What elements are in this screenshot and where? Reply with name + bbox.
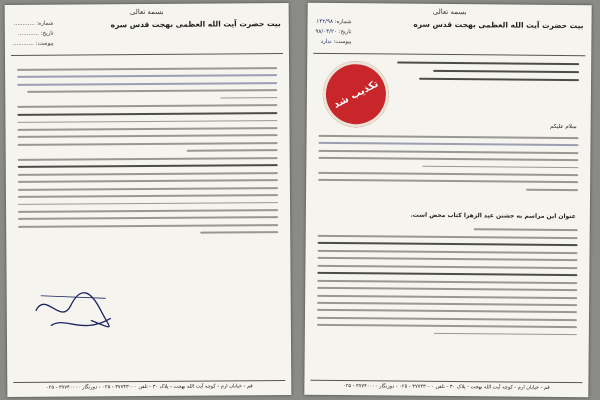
letter-meta-box	[315, 17, 351, 47]
letter-meta-box	[13, 19, 54, 49]
letter-page-right	[304, 3, 591, 397]
bismillah-header: بسمه تعالی	[432, 7, 467, 17]
header-rule	[313, 53, 585, 56]
meta-date: تاریخ: ۹۸/۰۳/۲۰	[315, 28, 352, 36]
letterhead-title: بیت حضرت آیت الله العظمی بهجت قدس سره	[110, 19, 281, 30]
signature-scribble	[31, 280, 121, 341]
letter-page-left	[5, 3, 292, 397]
letter-heading: عنوان این مراسم به جشنن عید الزهرا کتاب محض است.	[410, 211, 576, 221]
stamp-text: تکذیب شد	[331, 78, 381, 111]
letter-body-left	[17, 67, 278, 240]
meta-number: شماره: ............	[13, 20, 54, 27]
bismillah-header: بسمه تعالی	[129, 7, 164, 17]
letter-body-right	[318, 135, 579, 196]
meta-date: تاریخ: ............	[17, 30, 54, 37]
letter-footer-left: قم - خیابان ارم - کوچه آیت الله بهجت - پلاک ۳۰ - تلفن ۳۷۷۴۳۰۰۰ - ۰۲۵ - دورنگار ۳۷۷۴۰۰۰۰ - ۰۲۵	[13, 380, 285, 391]
letter-body-right-2	[317, 227, 578, 341]
addressee-block	[397, 62, 579, 87]
letter-footer-right: قم - خیابان ارم - کوچه آیت الله بهجت - پلاک ۳۰ - تلفن ۳۷۷۴۳۰۰۰ - ۰۲۵ - دورنگار ۳۷۷۴۰۰۰۰ - ۰۲۵	[310, 380, 582, 391]
meta-number: شماره: ۱۴۲/۹۸	[316, 18, 352, 26]
letterhead-title: بیت حضرت آیت الله العظمی بهجت قدس سره	[413, 19, 584, 31]
meta-attachment: پیوست: ............	[12, 40, 54, 47]
salutation: سلام علیکم	[550, 123, 577, 131]
header-rule	[11, 53, 283, 56]
meta-attachment: پیوست: ندارد	[320, 38, 352, 46]
rejected-stamp	[311, 50, 400, 139]
